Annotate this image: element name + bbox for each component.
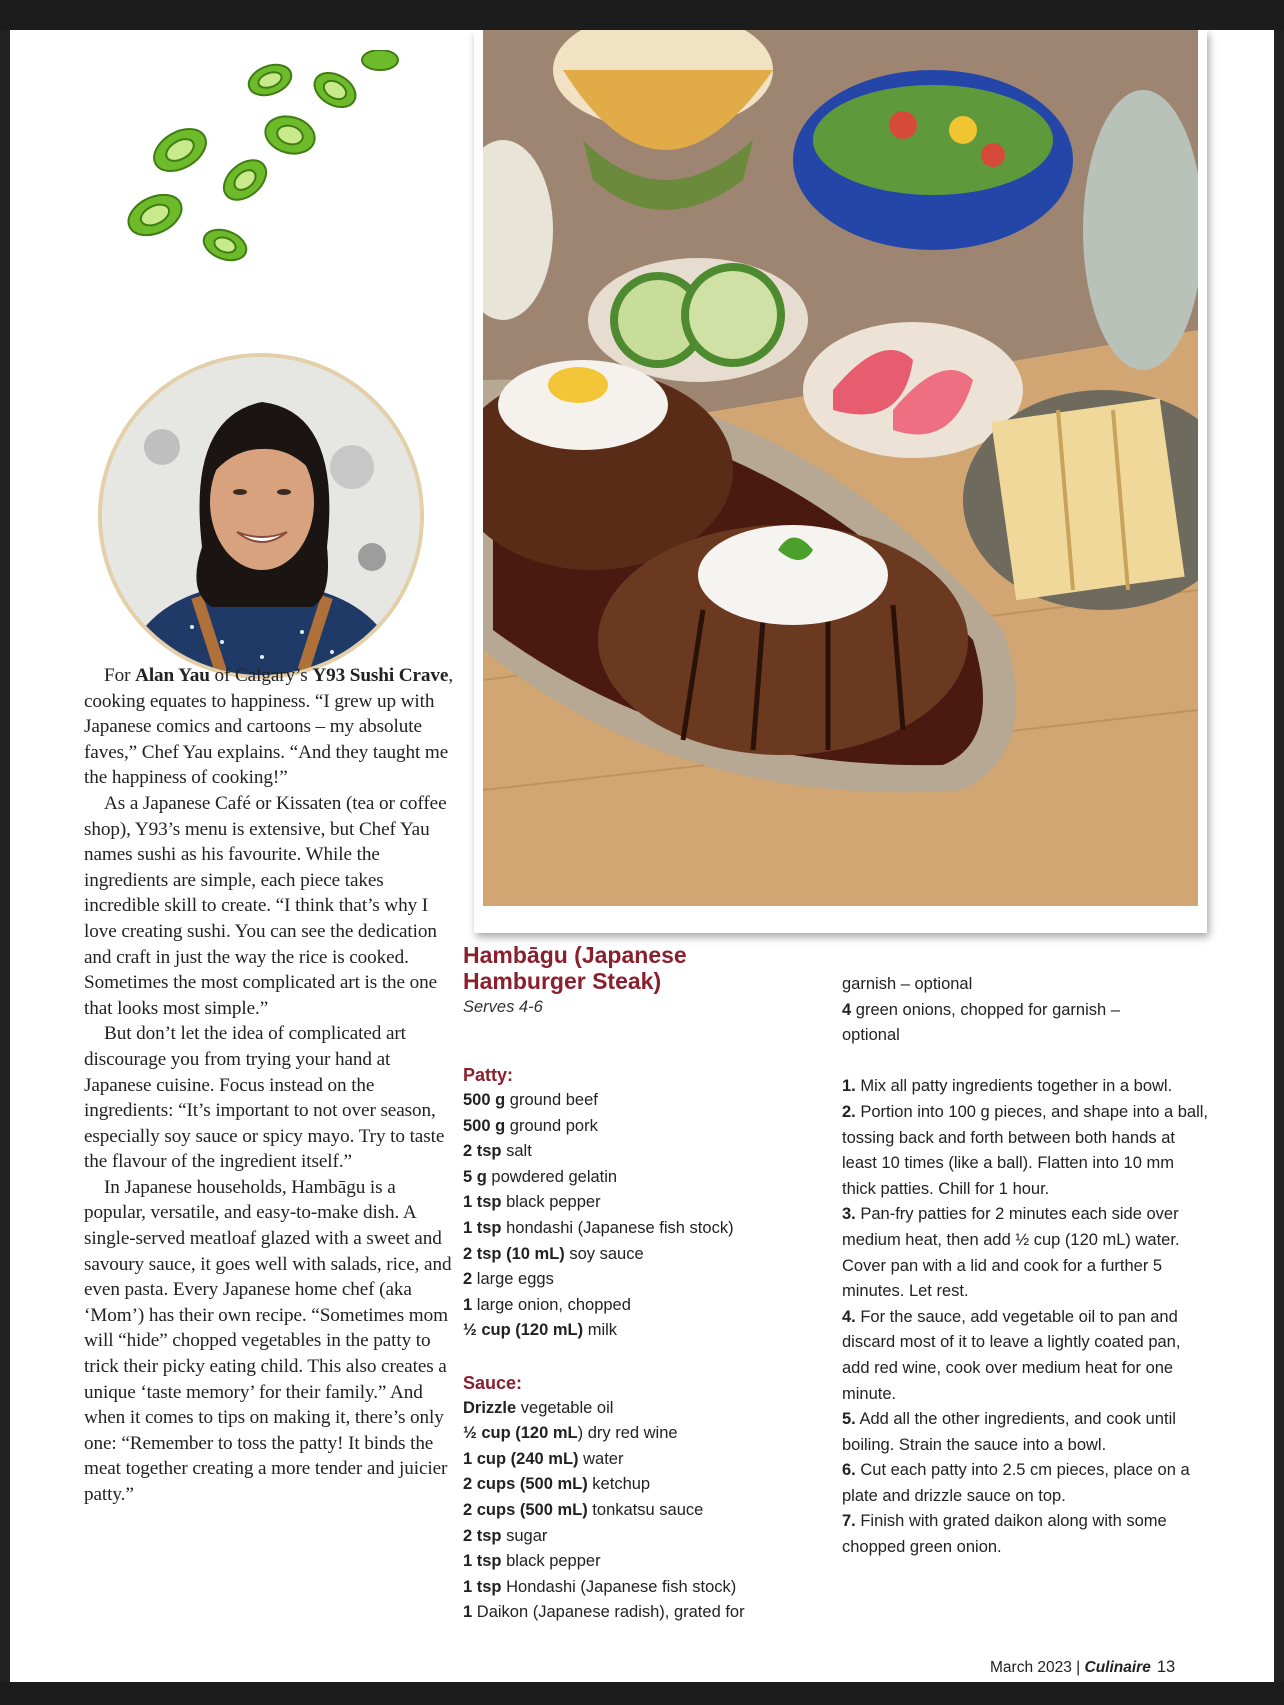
ingredient-line: 1 Daikon (Japanese radish), grated for — [463, 1603, 745, 1622]
ingredient-line: 1 cup (240 mL) water — [463, 1449, 624, 1468]
viewer-top-bar — [0, 0, 1284, 30]
ingredient-line: 2 large eggs — [463, 1270, 554, 1289]
method-step: 3. Pan-fry patties for 2 minutes each side over medium heat, then add ½ cup (120 mL) water. Cover pan with a lid and cook for a further 5 minutes. Let rest. — [842, 1205, 1180, 1301]
method-column — [842, 972, 1212, 1561]
ingredient-line: ½ cup (120 mL) milk — [463, 1321, 618, 1340]
business-name: Y93 Sushi Crave — [312, 665, 449, 686]
ingredient-line: 1 tsp hondashi (Japanese fish stock) — [463, 1218, 734, 1237]
page-number: 13 — [1156, 1658, 1176, 1676]
patty-ingredient-list — [463, 1088, 803, 1344]
ingredient-line: 2 cups (500 mL) tonkatsu sauce — [463, 1500, 704, 1519]
ingredient-line: 500 g ground pork — [463, 1116, 598, 1135]
ingredient-line: 1 tsp black pepper — [463, 1193, 601, 1212]
ingredient-line: 2 tsp (10 mL) soy sauce — [463, 1244, 644, 1263]
method-step: 1. Mix all patty ingredients together in a bowl. — [842, 1077, 1173, 1096]
recipe-serves: Serves 4-6 — [463, 998, 543, 1016]
ingredient-line: 2 cups (500 mL) ketchup — [463, 1475, 651, 1494]
patty-heading: Patty: — [463, 1065, 514, 1085]
green-onion-illustration — [120, 50, 400, 280]
ingredient-line: Drizzle vegetable oil — [463, 1398, 614, 1417]
recipe-title: Hambāgu (Japanese Hamburger Steak) — [463, 942, 687, 994]
ingredient-continuation: garnish – optional — [842, 975, 973, 993]
method-steps — [842, 1074, 1212, 1560]
article-body — [84, 663, 454, 1508]
chef-portrait — [98, 353, 424, 679]
page-footer: March 2023 | Culinaire 13 — [990, 1658, 1176, 1676]
food-photo — [474, 30, 1207, 933]
magazine-page — [10, 30, 1274, 1682]
article-paragraph-3: But don’t let the idea of complicated art discourage you from trying your hand at Japanese cuisine. Focus instead on the ingredients: “It’s important to not over season, especially soy sauce or spicy mayo. Try to taste the flavour of the ingredient itself.” — [84, 1023, 445, 1173]
method-step: 7. Finish with grated daikon along with some chopped green onion. — [842, 1512, 1167, 1557]
ingredients-column — [463, 1062, 803, 1626]
ingredient-line: 5 g powdered gelatin — [463, 1167, 618, 1186]
method-step: 5. Add all the other ingredients, and cook until boiling. Strain the sauce into a bowl. — [842, 1410, 1176, 1454]
issue-date: March 2023 — [990, 1659, 1072, 1676]
ingredient-line: 1 tsp black pepper — [463, 1552, 601, 1571]
ingredient-line: ½ cup (120 mL) dry red wine — [463, 1424, 678, 1443]
ingredient-line: 2 tsp salt — [463, 1142, 532, 1161]
viewer-bottom-bar — [0, 1682, 1284, 1705]
sauce-ingredient-list — [463, 1396, 803, 1626]
sauce-heading: Sauce: — [463, 1372, 523, 1393]
ingredient-line: 500 g ground beef — [463, 1091, 598, 1109]
method-step: 2. Portion into 100 g pieces, and shape into a ball, tossing back and forth between both hands at least 10 times (like a ball). Flatten into 10 mm thick patties. Chill for 1 hour. — [842, 1102, 1209, 1198]
method-step: 6. Cut each patty into 2.5 cm pieces, place on a plate and drizzle sauce on top. — [842, 1461, 1190, 1505]
method-step: 4. For the sauce, add vegetable oil to pan and discard most of it to leave a lightly coated pan, add red wine, cook over medium heat for one minute. — [842, 1307, 1181, 1403]
ingredient-line: 2 tsp sugar — [463, 1526, 548, 1545]
ingredient-line: 1 tsp Hondashi (Japanese fish stock) — [463, 1577, 737, 1596]
article-paragraph-2: As a Japanese Café or Kissaten (tea or coffee shop), Y93’s menu is extensive, but Chef Yau names sushi as his favourite. While the ingredients are simple, each piece takes incredible skill to create. “I think that’s why I love creating sushi. You can see the dedication and craft in just the way the rice is cooked. Sometimes the most complicated art is the one that looks most simple.” — [84, 792, 447, 1019]
hambagu-plate-image — [483, 30, 1198, 906]
ingredient-continuation: optional — [842, 1026, 900, 1045]
chef-name: Alan Yau — [135, 665, 210, 686]
magazine-brand: Culinaire — [1084, 1659, 1151, 1676]
ingredient-line: 1 large onion, chopped — [463, 1295, 631, 1314]
ingredient-line: 4 green onions, chopped for garnish – — [842, 1000, 1120, 1019]
article-paragraph-4: In Japanese households, Hambāgu is a popular, versatile, and easy-to-make dish. A single-served meatloaf glazed with a sweet and savoury sauce, it goes well with salads, rice, and even pasta. Every Japanese home chef (aka ‘Mom’) has their own recipe. “Sometimes mom will “hide” chopped vegetables in the patty to trick their picky eating child. This also creates a unique ‘taste memory’ for their family.” And when it comes to tips on making it, there’s only one: “Remember to toss the patty! It binds the meat together creating a more tender and juicier patty.” — [84, 1176, 452, 1505]
article-paragraph-1: For Alan Yau of Calgary’s Y93 Sushi Crave, cooking equates to happiness. “I grew up with Japanese comics and cartoons – my absolute faves,” Chef Yau explains. “And they taught me the happiness of cooking!” — [84, 665, 454, 789]
